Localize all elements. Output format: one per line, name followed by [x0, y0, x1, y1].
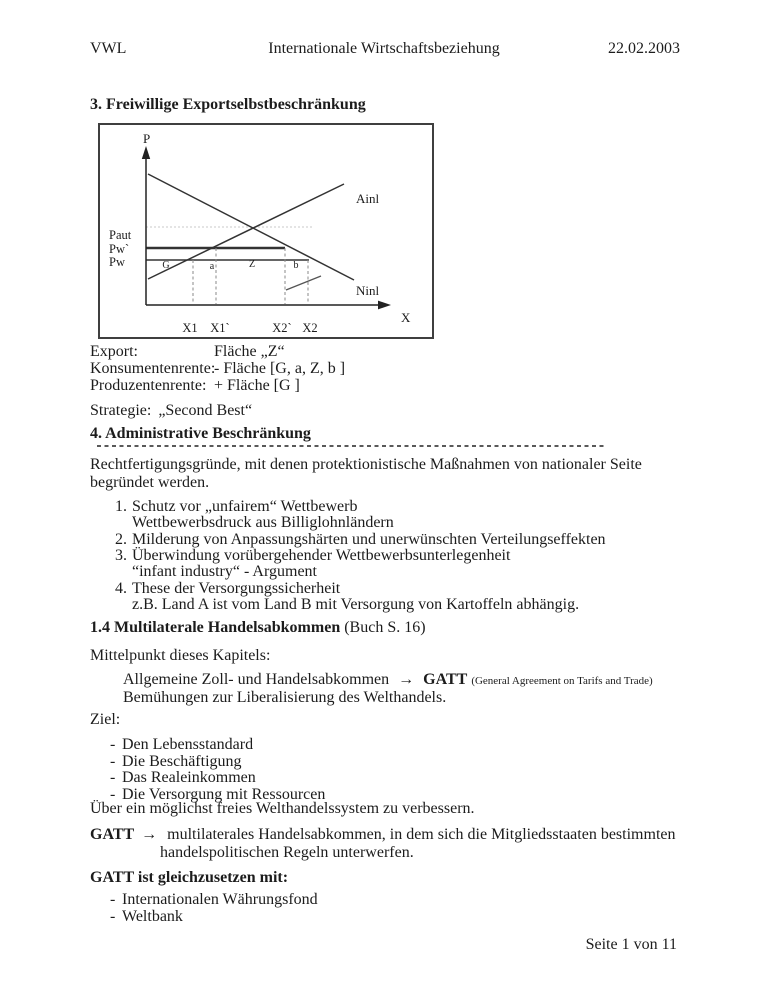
- supply-curve: [148, 184, 344, 279]
- list-item-text: “infant industry“ - Argument: [132, 563, 317, 581]
- export-restraint-diagram: [98, 123, 434, 339]
- list-item-number: 3.: [115, 546, 127, 564]
- section14-heading: [90, 619, 426, 637]
- strategy-value: „Second Best“: [158, 402, 253, 419]
- section14-heading-bold: 1.4 Multilaterale Handelsabkommen: [90, 619, 341, 636]
- dash-marker: -: [110, 785, 116, 803]
- x2-prime-tick-label: X2`: [272, 321, 292, 335]
- pw-label: Pw: [109, 255, 125, 269]
- area-a-label: a: [209, 261, 215, 272]
- list-item-text: These der Versorgungssicherheit: [132, 579, 341, 597]
- area-b-label: b: [293, 260, 299, 271]
- summary-value: - Fläche [G, a, Z, b ]: [214, 360, 346, 377]
- goal-text: Den Lebensstandard: [122, 736, 254, 753]
- list-item-number: 2.: [115, 530, 127, 548]
- demand-curve-label: Ninl: [356, 283, 380, 298]
- supply-curve-label: Ainl: [356, 191, 380, 206]
- section4-intro-paragraph: Rechtfertigungsgründe, mit denen protektionistische Maßnahmen von nationaler Seite begründet werden.: [90, 456, 642, 491]
- gatt-acronym-expansion: (General Agreement on Tarifs and Trade): [471, 675, 653, 687]
- x2-tick-label: X2: [302, 321, 318, 335]
- gatt-intro-line2: Bemühungen zur Liberalisierung des Welthandels.: [123, 689, 447, 706]
- goals-outro: Über ein möglichst freies Welthandelssystem zu verbessern.: [90, 800, 475, 817]
- section4-heading: 4. Administrative Beschränkung: [90, 425, 311, 442]
- x-axis-arrow-icon: [378, 301, 391, 310]
- gatt-intro-pre: Allgemeine Zoll- und Handelsabkommen: [123, 671, 390, 688]
- right-arrow-glyph: →: [398, 671, 415, 688]
- gatt-acronym: GATT: [423, 671, 468, 688]
- document-title: Internationale Wirtschaftsbeziehung: [268, 40, 500, 57]
- gatt-definition-text: multilaterales Handelsabkommen, in dem sich die Mitgliedsstaaten bestimmten: [167, 826, 676, 843]
- summary-value: Fläche „Z“: [214, 343, 285, 360]
- annotation-segment: [286, 276, 321, 290]
- list-item-number: 4.: [115, 579, 127, 597]
- goal-label: Ziel:: [90, 711, 121, 728]
- gatt-equivalence-heading: GATT ist gleichzusetzen mit:: [90, 869, 289, 886]
- dash-marker: -: [110, 752, 116, 770]
- x-axis-label: X: [401, 310, 411, 325]
- x1-prime-tick-label: X1`: [210, 321, 230, 335]
- gatt-acronym: GATT: [90, 826, 135, 843]
- gatt-definition-line1: [90, 826, 675, 844]
- dash-marker: -: [110, 908, 116, 925]
- list-item-number: 1.: [115, 498, 127, 515]
- paut-label: Paut: [109, 228, 132, 242]
- right-arrow-glyph: →: [141, 826, 158, 843]
- dash-marker: -: [110, 769, 116, 787]
- strategy-line: [90, 402, 252, 420]
- list-item-text: Wettbewerbsdruck aus Billiglohnländern: [132, 514, 394, 532]
- section3-heading: 3. Freiwillige Exportselbstbeschränkung: [90, 96, 366, 113]
- equivalence-text: Weltbank: [122, 908, 183, 925]
- goal-text: Das Realeinkommen: [122, 769, 256, 787]
- area-g-label: G: [162, 260, 170, 271]
- pw-prime-label: Pw`: [109, 242, 130, 256]
- summary-row-producer-rent: [90, 377, 300, 394]
- summary-value: + Fläche [G ]: [214, 377, 300, 394]
- dash-marker: -: [110, 891, 116, 908]
- list-item-text: Schutz vor „unfairem“ Wettbewerb: [132, 498, 358, 515]
- chapter-focus-label: Mittelpunkt dieses Kapitels:: [90, 647, 271, 664]
- y-axis-arrow-icon: [142, 146, 150, 159]
- summary-label: Export:: [90, 343, 138, 360]
- area-z-label: Z: [248, 259, 256, 270]
- equivalence-text: Internationalen Währungsfond: [122, 891, 318, 908]
- list-item-text: z.B. Land A ist vom Land B mit Versorgung von Kartoffeln abhängig.: [132, 595, 580, 613]
- x1-tick-label: X1: [182, 321, 198, 335]
- diagram-svg: [100, 125, 432, 337]
- list-item-text: Milderung von Anpassungshärten und unerwünschten Verteilungseffekten: [132, 530, 606, 548]
- gatt-definition-line2: handelspolitischen Regeln unterwerfen.: [160, 844, 414, 861]
- summary-row-export: [90, 343, 285, 360]
- strategy-label: Strategie:: [90, 402, 152, 419]
- section14-heading-rest: (Buch S. 16): [340, 619, 426, 636]
- header-course-code: VWL: [90, 40, 127, 57]
- summary-row-consumer-rent: [90, 360, 345, 377]
- page-number: Seite 1 von 11: [585, 936, 677, 953]
- header-date: 22.02.2003: [608, 40, 680, 57]
- y-axis-label: P: [143, 131, 151, 146]
- list-item-text: Überwindung vorübergehender Wettbewerbsunterlegenheit: [132, 546, 511, 564]
- goal-text: Die Versorgung mit Ressourcen: [122, 785, 326, 803]
- goal-text: Die Beschäftigung: [122, 752, 242, 770]
- dashed-divider: [97, 445, 606, 447]
- dash-marker: -: [110, 736, 116, 753]
- summary-label: Produzentenrente:: [90, 377, 207, 394]
- gatt-intro-line: [123, 671, 653, 689]
- summary-label: Konsumentenrente:: [90, 360, 216, 377]
